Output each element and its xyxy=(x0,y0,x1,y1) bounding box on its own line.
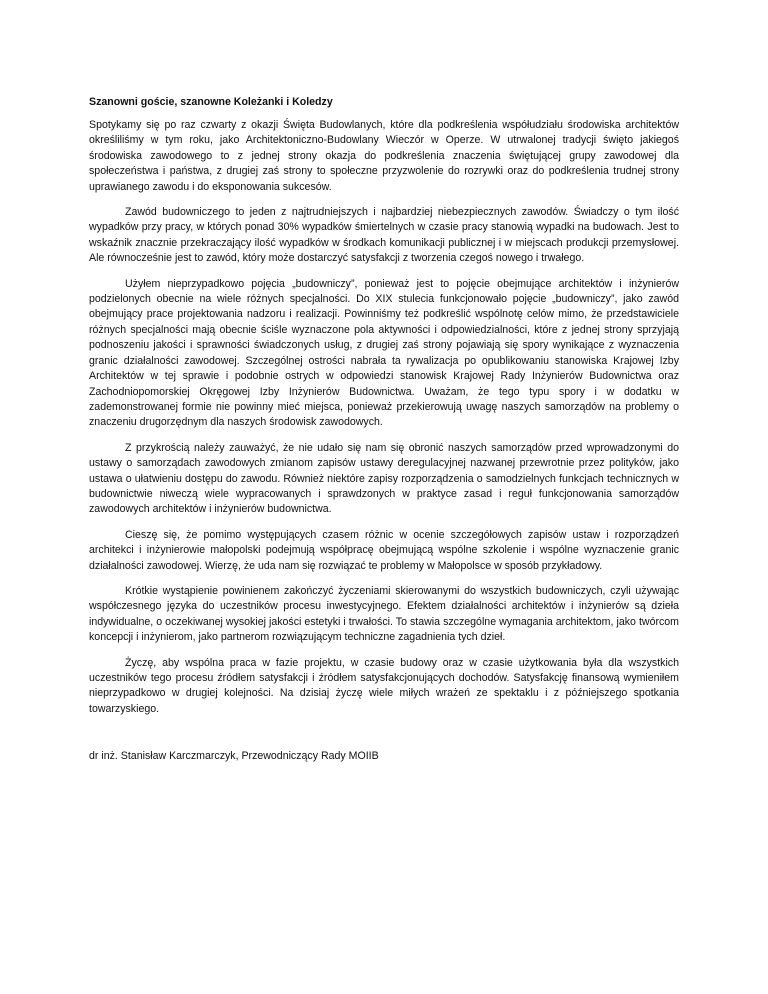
paragraph-profession: Zawód budowniczego to jeden z najtrudniejszych i najbardziej niebezpiecznych zawodów. Świadczy o tym ilość wypadków przy pracy, w których ponad 30% wypadków śmiertelnych w czasie pracy stanowią wypadki na budowach. Jest to wskaźnik znacznie przekraczający ilość wypadków w środkach komunikacji publicznej i w miejscach produkcji przemysłowej. Ale równocześnie jest to zawód, który może dostarczyć satysfakcji z tworzenia czegoś nowego i trwałego. xyxy=(89,206,679,265)
paragraph-builder-term: Użyłem nieprzypadkowo pojęcia „budowniczy”, ponieważ jest to pojęcie obejmujące architektów i inżynierów podzielonych obecnie na wiele różnych specjalności. Do XIX stulecia funkcjonowało pojęcie „budowniczy”, jako zawód obejmujący prace projektowania nadzoru i realizacji. Powinniśmy też podkreślić wspólnotę celów mimo, że przedstawiciele różnych specjalności mają obecnie ściśle wyznaczone pola aktywności i odpowiedzialności, które z jednej strony sprzyjają podnoszeniu jakości i sprawności świadczonych usług, z drugiej zaś strony pojawiają się spory wynikające z wyznaczenia granic działalności zawodowej. Szczególnej ostrości nabrała ta rywalizacja po opublikowaniu stanowiska Krajowej Izby Architektów w tej sprawie i podobnie ostrych w odpowiedzi stanowisk Krajowej Rady Inżynierów Budownictwa oraz Zachodniopomorskiej Okręgowej Izby Inżynierów Budownictwa. Uważam, że tego typu spory i w dodatku w zademonstrowanej formie nie powinny mieć miejsca, ponieważ przekierowują uwagę naszych samorządów na problemy o znaczeniu drugorzędnym dla naszych środowisk zawodowych. xyxy=(89,277,679,429)
paragraph-intro: Spotykamy się po raz czwarty z okazji Święta Budowlanych, które dla podkreślenia współudziału środowiska architektów określiliśmy w tym roku, jako Architektoniczno-Budowlany Wieczór w Operze. W utrwalonej tradycji święto jakiegoś środowiska zawodowego to z jednej strony okazja do podkreślenia znaczenia świętującej grupy zawodowej dla społeczeństwa i państwa, z drugiej zaś strony to społeczne przyzwolenie do rozrywki oraz do podkreślenia trudnej strony uprawianego zawodu i do eksponowania sukcesów. xyxy=(89,119,679,193)
greeting-heading: Szanowni goście, szanowne Koleżanki i Koledzy xyxy=(89,96,333,108)
paragraph-deregulation: Z przykrością należy zauważyć, że nie udało się nam się obronić naszych samorządów przed wprowadzonymi do ustawy o samorządach zawodowych zmianom zapisów ustawy deregulacyjnej nazwanej przewrotnie przez polityków, jako ustawa o ułatwieniu dostępu do zawodu. Również niektóre zapisy rozporządzenia o samodzielnych funkcjach technicznych w budownictwie niweczą wiele wypracowanych i sprawdzonych w praktyce zasad i reguł funkcjonowania samorządów zawodowych architektów i inżynierów budownictwa. xyxy=(89,441,679,516)
paragraph-wishes: Krótkie wystąpienie powinienem zakończyć życzeniami skierowanymi do wszystkich budowniczych, czyli używając współczesnego języka do uczestników procesu inwestycyjnego. Efektem działalności architektów i inżynierów są dzieła indywidualne, o oczekiwanej wysokiej jakości estetyki i trwałości. To stawia szczególne wymagania architektom, jako twórcom koncepcji i inżynierom, jako partnerom rozwiązującym techniczne zagadnienia tych dzieł. xyxy=(89,584,679,644)
paragraph-closing: Życzę, aby wspólna praca w fazie projektu, w czasie budowy oraz w czasie użytkowania była dla wszystkich uczestników tego procesu źródłem satysfakcji i źródłem satysfakcjonujących dochodów. Satysfakcję finansową wymieniłem nieprzypadkowo w drugiej kolejności. Na dzisiaj życzę wiele miłych wrażeń ze spektaklu i z późniejszego spotkania towarzyskiego. xyxy=(89,656,679,715)
signature: dr inż. Stanisław Karczmarczyk, Przewodniczący Rady MOIIB xyxy=(89,750,379,763)
paragraph-cooperation: Cieszę się, że pomimo występujących czasem różnic w ocenie szczegółowych zapisów ustaw i rozporządzeń architekci i inżynierowie małopolski podejmują współpracę obejmującą wspólne szkolenie i wspólne wyznaczenie granic działalności zawodowej. Wierzę, że uda nam się rozwiązać te problemy w Małopolsce w sposób przykładowy. xyxy=(89,528,679,572)
document-page xyxy=(89,95,679,764)
